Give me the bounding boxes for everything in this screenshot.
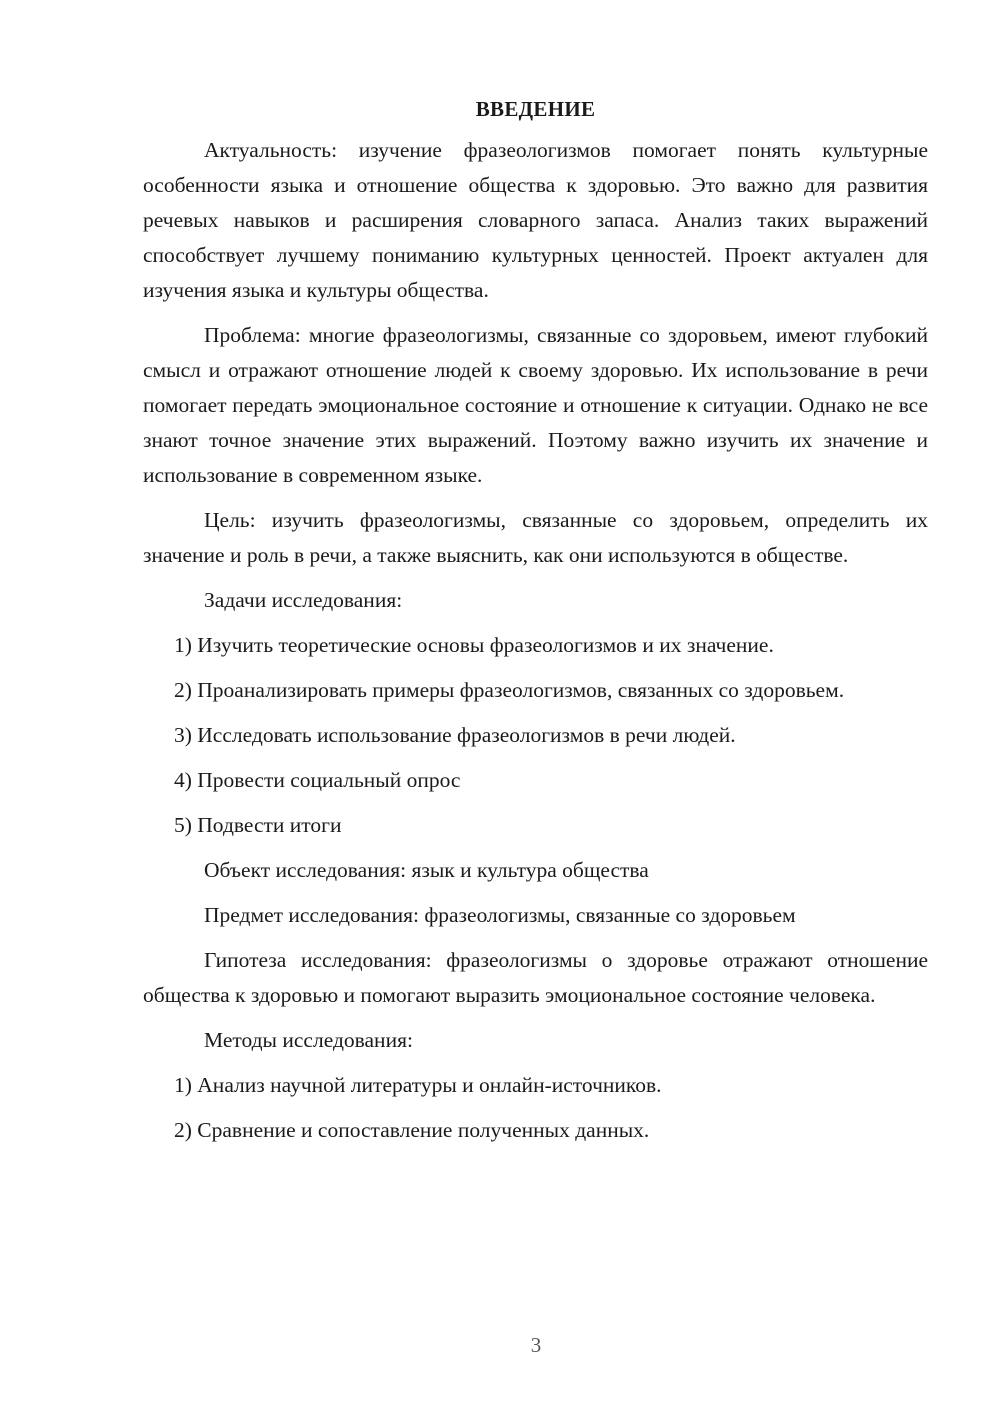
paragraph-relevance: Актуальность: изучение фразеологизмов помогает понять культурные особенности языка и отношение общества к здоровью. Это важно для развития речевых навыков и расширения словарного запаса. Анализ таких выражений способствует лучшему пониманию культурных ценностей. Проект актуален для изучения языка и культуры общества.: [143, 138, 928, 302]
paragraph-subject: Предмет исследования: фразеологизмы, связанные со здоровьем: [204, 903, 796, 927]
section-title: ВВЕДЕНИЕ: [475, 97, 596, 121]
paragraph-hypothesis: Гипотеза исследования: фразеологизмы о здоровье отражают отношение общества к здоровью и помогают выразить эмоциональное состояние человека.: [143, 948, 928, 1007]
task-item-1: 1) Изучить теоретические основы фразеологизмов и их значение.: [174, 633, 774, 657]
method-item-2: 2) Сравнение и сопоставление полученных данных.: [174, 1118, 650, 1142]
paragraph-methods-heading: Методы исследования:: [204, 1028, 413, 1052]
task-item-5: 5) Подвести итоги: [174, 813, 342, 837]
paragraph-object: Объект исследования: язык и культура общества: [204, 858, 649, 882]
method-item-1: 1) Анализ научной литературы и онлайн-источников.: [174, 1073, 662, 1097]
task-item-4: 4) Провести социальный опрос: [174, 768, 461, 792]
task-item-2: 2) Проанализировать примеры фразеологизмов, связанных со здоровьем.: [174, 678, 845, 702]
paragraph-goal: Цель: изучить фразеологизмы, связанные со здоровьем, определить их значение и роль в речи, а также выяснить, как они используются в обществе.: [143, 508, 928, 567]
paragraph-tasks-heading: Задачи исследования:: [204, 588, 403, 612]
task-item-3: 3) Исследовать использование фразеологизмов в речи людей.: [174, 723, 736, 747]
page-number: 3: [530, 1333, 542, 1357]
paragraph-problem: Проблема: многие фразеологизмы, связанные со здоровьем, имеют глубокий смысл и отражают отношение людей к своему здоровью. Их использование в речи помогает передать эмоциональное состояние и отношение к ситуации. Однако не все знают точное значение этих выражений. Поэтому важно изучить их значение и использование в современном языке.: [143, 323, 928, 487]
document-page: [143, 92, 928, 1158]
